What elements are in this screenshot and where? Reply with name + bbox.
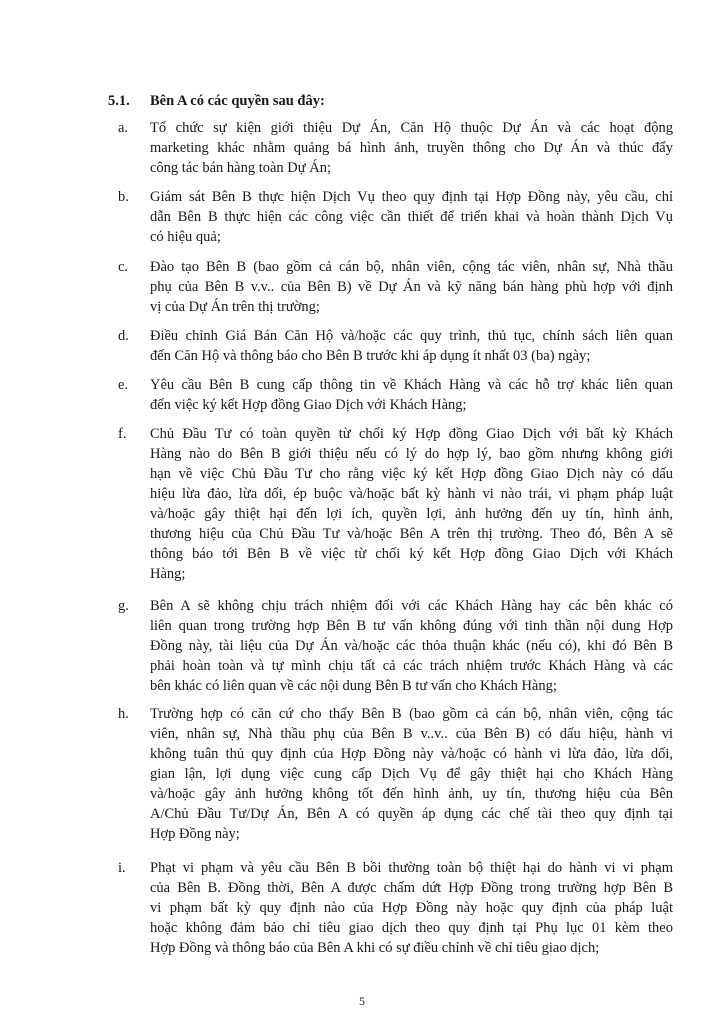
text-line: phải hoàn toàn và tự mình chịu tất cả các trách nhiệm trước Khách Hàng và các (150, 658, 673, 674)
list-item (118, 118, 673, 178)
list-item-label: a. (118, 120, 129, 136)
text-line: Điều chỉnh Giá Bán Căn Hộ và/hoặc các quy trình, thủ tục, chính sách liên quan (150, 328, 673, 344)
text-line: bên khác có liên quan về các nội dung Bên B tư vấn cho Khách Hàng; (150, 678, 557, 694)
list-item (118, 375, 673, 415)
text-line: Giám sát Bên B thực hiện Dịch Vụ theo quy định tại Hợp Đồng này, yêu cầu, chỉ (150, 189, 673, 205)
text-line: Hàng; (150, 566, 186, 582)
list-item-label: b. (118, 189, 129, 205)
text-line: liên quan trong trường hợp Bên B tư vấn không đúng với tinh thần nội dung Hợp (150, 618, 673, 634)
text-line: Phạt vi phạm và yêu cầu Bên B bồi thường toàn bộ thiệt hại do hành vi vi phạm (150, 860, 673, 876)
list-item-text (150, 187, 673, 247)
list-item (118, 326, 673, 366)
text-line: gian lận, lợi dụng việc cung cấp Dịch Vụ để gây thiệt hại cho Khách Hàng (150, 766, 673, 782)
list-item-text (150, 257, 673, 317)
text-line: hiệu lừa đảo, lừa dối, ép buộc và/hoặc bất kỳ hành vi nào trái, vi phạm pháp luật (150, 486, 673, 502)
list-item-label: c. (118, 259, 129, 275)
text-line: phụ của Bên B v.v.. của Bên B) về Dự Án và kỹ năng bán hàng phù hợp với định (150, 279, 673, 295)
text-line: công tác bán hàng toàn Dự Án; (150, 160, 332, 176)
text-line: thông báo tới Bên B về việc từ chối ký kết Hợp đồng Giao Dịch với Khách (150, 546, 673, 562)
list-item (118, 187, 673, 247)
list-item-label: g. (118, 598, 129, 614)
text-line: Tổ chức sự kiện giới thiệu Dự Án, Căn Hộ thuộc Dự Án và các hoạt động (150, 120, 673, 136)
text-line: không tuân thủ quy định của Hợp Đồng này và/hoặc có hành vi lừa đảo, lừa dối, (150, 746, 673, 762)
list-item (118, 704, 673, 844)
text-line: Hàng nào do Bên B giới thiệu nếu có lý do hợp lý, bao gồm nhưng không giới (150, 446, 673, 462)
text-line: Đào tạo Bên B (bao gồm cả cán bộ, nhân viên, cộng tác viên, nhân sự, Nhà thầu (150, 259, 673, 275)
list-item-text (150, 424, 673, 584)
text-line: Chủ Đầu Tư có toàn quyền từ chối ký Hợp đồng Giao Dịch với bất kỳ Khách (150, 426, 673, 442)
list-item-label: i. (118, 860, 126, 876)
list-item (118, 858, 673, 958)
list-item-label: e. (118, 377, 129, 393)
text-line: đến Căn Hộ và thông báo cho Bên B trước khi áp dụng ít nhất 03 (ba) ngày; (150, 348, 591, 364)
list-item-text (150, 596, 673, 696)
text-line: và/hoặc gây thiệt hại đến lợi ích, quyền lợi, ảnh hưởng đến uy tín, hình ảnh, (150, 506, 673, 522)
list-item-text (150, 704, 673, 844)
text-line: Yêu cầu Bên B cung cấp thông tin về Khách Hàng và các hỗ trợ khác liên quan (150, 377, 673, 393)
list-item-text (150, 118, 673, 178)
list-item-label: f. (118, 426, 127, 442)
list-item-label: h. (118, 706, 129, 722)
list-item-label: d. (118, 328, 129, 344)
text-line: và/hoặc gây ảnh hưởng không tốt đến hình ảnh, uy tín, thương hiệu của Bên (150, 786, 673, 802)
list-item (118, 424, 673, 584)
list-item (118, 596, 673, 696)
text-line: A/Chủ Đầu Tư/Dự Án, Bên A có quyền áp dụng các chế tài theo quy định tại (150, 806, 673, 822)
text-line: vi phạm bất kỳ quy định nào của Hợp Đồng này hoặc quy định của pháp luật (150, 900, 673, 916)
text-line: có hiệu quả; (150, 229, 221, 245)
text-line: Hợp Đồng và thông báo của Bên A khi có sự điều chỉnh về chỉ tiêu giao dịch; (150, 940, 600, 956)
text-line: Bên A sẽ không chịu trách nhiệm đối với các Khách Hàng hay các bên khác có (150, 598, 673, 614)
text-line: vị của Dự Án trên thị trường; (150, 299, 320, 315)
text-line: Hợp Đồng này; (150, 826, 240, 842)
text-line: thương hiệu của Chủ Đầu Tư và/hoặc Bên A trên thị trường. Theo đó, Bên A sẽ (150, 526, 673, 542)
text-line: của Bên B. Đồng thời, Bên A được chấm dứt Hợp Đồng trong trường hợp Bên B (150, 880, 673, 896)
text-line: Trường hợp có căn cứ cho thấy Bên B (bao gồm cả cán bộ, nhân viên, cộng tác (150, 706, 673, 722)
list-item-text (150, 858, 673, 958)
text-line: viên, nhân sự, Nhà thầu phụ của Bên B v..v.. của Bên B) có dấu hiệu, hành vi (150, 726, 673, 742)
text-line: Đồng này, tài liệu của Dự Án và/hoặc các thỏa thuận khác (nếu có), khi đó Bên B (150, 638, 673, 654)
text-line: hạn về việc Chủ Đầu Tư cho rằng việc ký kết Hợp đồng Giao Dịch này có dấu (150, 466, 673, 482)
text-line: marketing khác nhằm quảng bá hình ảnh, truyền thông cho Dự Án và thúc đẩy (150, 140, 673, 156)
text-line: đến việc ký kết Hợp đồng Giao Dịch với Khách Hàng; (150, 397, 467, 413)
list-item-text (150, 326, 673, 366)
section-heading (108, 93, 325, 110)
page-number: 5 (359, 994, 365, 1008)
list-item-text (150, 375, 673, 415)
text-line: hoặc không đảm bảo chỉ tiêu giao dịch theo quy định tại Phụ lục 01 kèm theo (150, 920, 673, 936)
list-item (118, 257, 673, 317)
section-number: 5.1. (108, 93, 130, 109)
text-line: dẫn Bên B thực hiện các công việc cần thiết để triển khai và hoàn thành Dịch Vụ (150, 209, 673, 225)
section-title: Bên A có các quyền sau đây: (150, 93, 325, 109)
